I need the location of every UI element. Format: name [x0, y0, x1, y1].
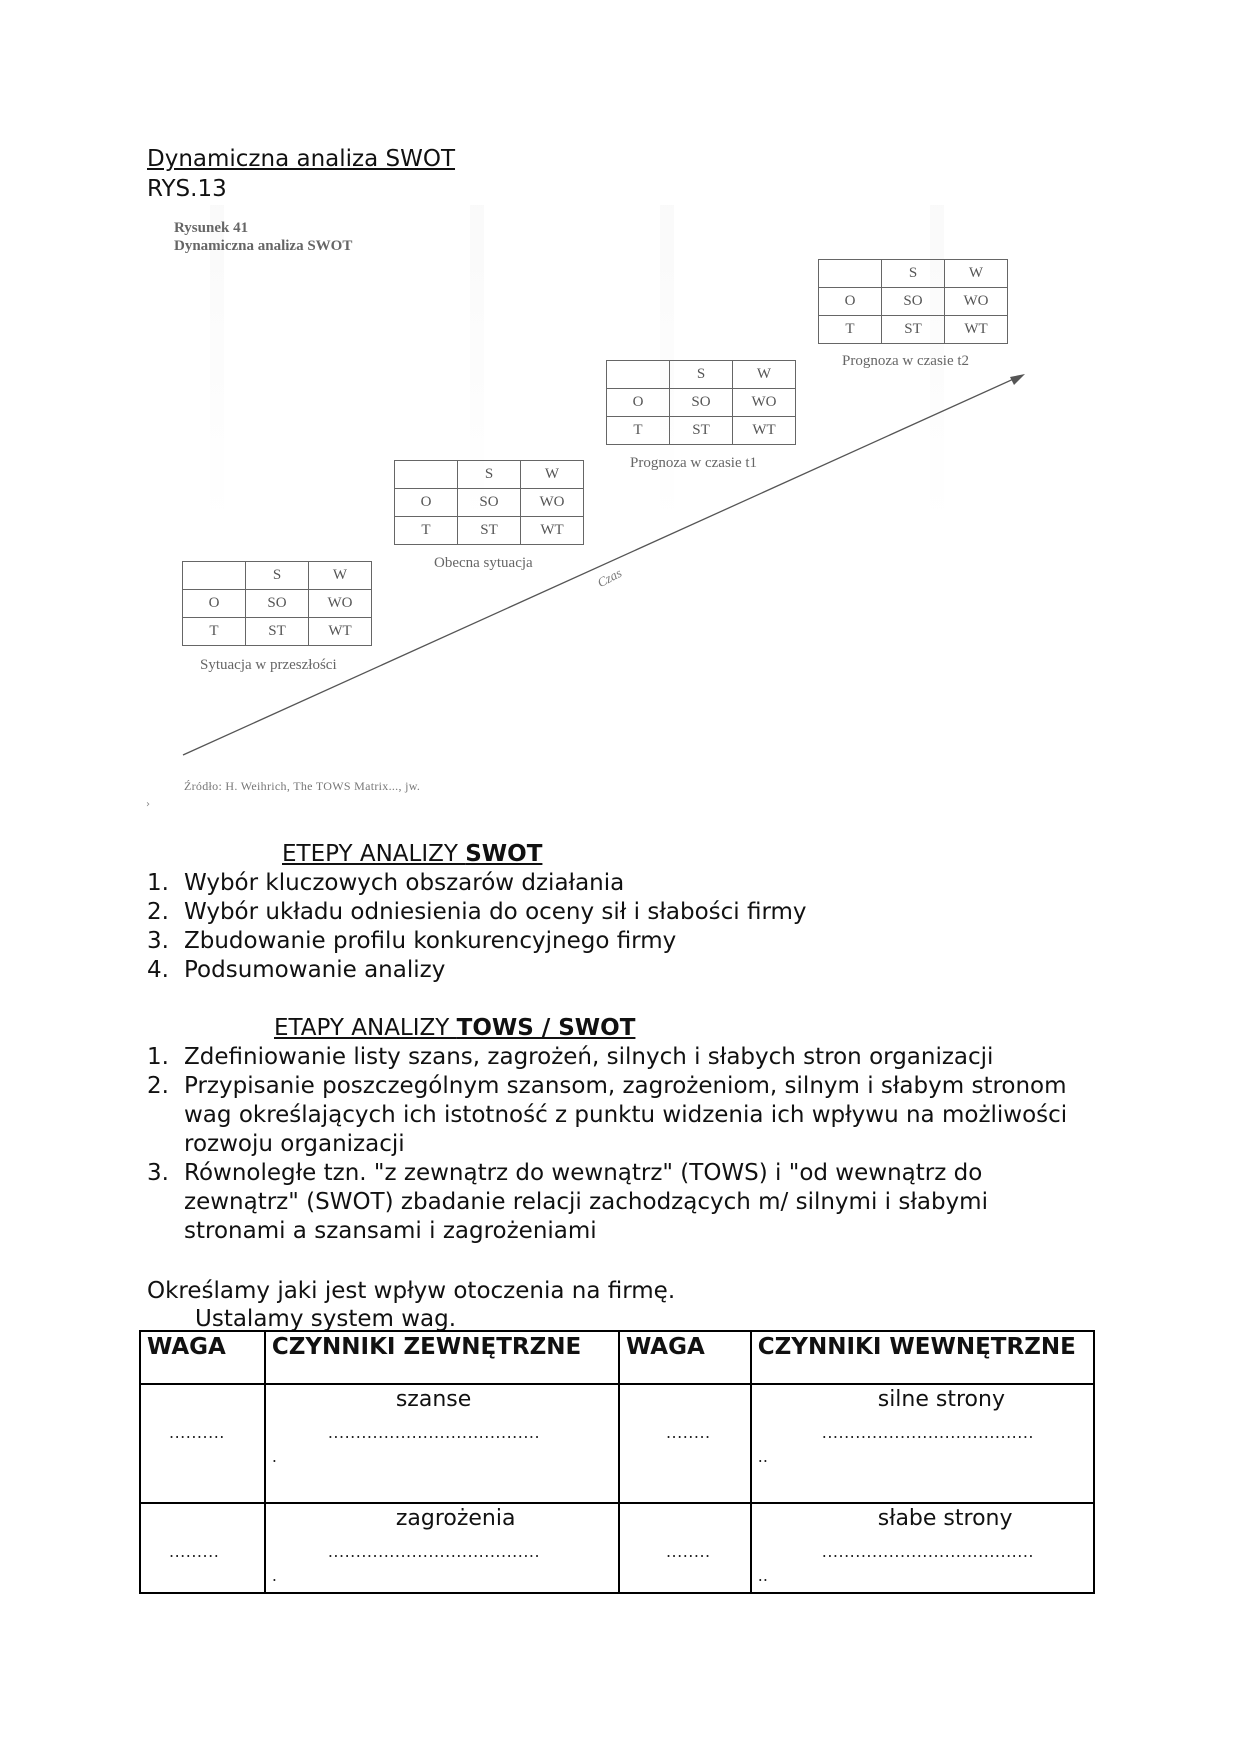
weight-cell[interactable]: ........	[619, 1384, 751, 1503]
figure-reference: RYS.13	[147, 176, 227, 202]
time-axis-label: Czas	[594, 564, 625, 591]
weight-cell[interactable]: ..........	[140, 1384, 265, 1503]
figure-source: Źródło: H. Weihrich, The TOWS Matrix..., jw.	[184, 779, 421, 793]
figure-caption: Rysunek 41 Dynamiczna analiza SWOT	[174, 220, 353, 254]
tows-steps-heading: ETAPY ANALIZY TOWS / SWOT	[274, 1015, 636, 1041]
category-label: szanse	[395, 1387, 472, 1412]
category-label: zagrożenia	[395, 1506, 516, 1531]
document-title: Dynamiczna analiza SWOT	[147, 146, 456, 172]
intro-line-2: Ustalamy system wag.	[195, 1306, 457, 1332]
stage-label-forecast-t1: Prognoza w czasie t1	[630, 455, 758, 471]
header-weight-external: WAGA	[140, 1331, 265, 1384]
swot-matrix-past: S W O SO WO T ST WT	[182, 561, 372, 646]
stage-label-forecast-t2: Prognoza w czasie t2	[842, 353, 970, 369]
header-external-factors: CZYNNIKI ZEWNĘTRZNE	[265, 1331, 619, 1384]
table-header-row	[140, 1331, 1094, 1384]
list-item: 2. Przypisanie poszczególnym szansom, zagrożeniom, silnym i słabym stronom wag określających ich istotność z punktu widzenia ich wpływu na możliwości rozwoju organizacji	[147, 1073, 1068, 1157]
factor-cell[interactable]: szanse ...................................... .	[265, 1384, 619, 1503]
category-label: silne strony	[877, 1387, 1005, 1412]
swot-matrix-present: S W O SO WO T ST WT	[394, 460, 584, 545]
dynamic-swot-figure	[146, 205, 1060, 810]
stray-mark: ›	[146, 799, 150, 810]
list-item: 1. Wybór kluczowych obszarów działania	[147, 870, 625, 896]
stage-label-present: Obecna sytuacja	[434, 555, 533, 571]
list-item: 3. Zbudowanie profilu konkurencyjnego firmy	[147, 928, 677, 954]
list-item: 1. Zdefiniowanie listy szans, zagrożeń, silnych i słabych stron organizacji	[147, 1044, 994, 1070]
table-row	[140, 1384, 1094, 1503]
list-item: 4. Podsumowanie analizy	[147, 957, 446, 983]
intro-line-1: Określamy jaki jest wpływ otoczenia na firmę.	[147, 1278, 676, 1304]
factor-cell[interactable]: silne strony ...................................... ..	[751, 1384, 1094, 1503]
header-weight-internal: WAGA	[619, 1331, 751, 1384]
weights-table	[139, 1330, 1095, 1594]
list-item: 2. Wybór układu odniesienia do oceny sił i słabości firmy	[147, 899, 807, 925]
category-label: słabe strony	[877, 1506, 1013, 1531]
table-row	[140, 1503, 1094, 1593]
weight-cell[interactable]: .........	[140, 1503, 265, 1593]
stage-label-past: Sytuacja w przeszłości	[200, 657, 337, 673]
header-internal-factors: CZYNNIKI WEWNĘTRZNE	[751, 1331, 1094, 1384]
weight-cell[interactable]: ........	[619, 1503, 751, 1593]
swot-steps-heading: ETEPY ANALIZY SWOT	[282, 841, 543, 867]
swot-matrix-forecast-t2: S W O SO WO T ST WT	[818, 259, 1008, 344]
tows-steps-list	[147, 1043, 1087, 1246]
list-item: 3. Równoległe tzn. "z zewnątrz do wewnątrz" (TOWS) i "od wewnątrz do zewnątrz" (SWOT) zbadanie relacji zachodzących m/ silnymi i słabymi stronami a szansami i zagrożeniami	[147, 1160, 988, 1244]
factor-cell[interactable]: słabe strony ...................................... ..	[751, 1503, 1094, 1593]
factor-cell[interactable]: zagrożenia ...................................... .	[265, 1503, 619, 1593]
swot-steps-list	[147, 869, 1087, 985]
swot-matrix-forecast-t1: S W O SO WO T ST WT	[606, 360, 796, 445]
